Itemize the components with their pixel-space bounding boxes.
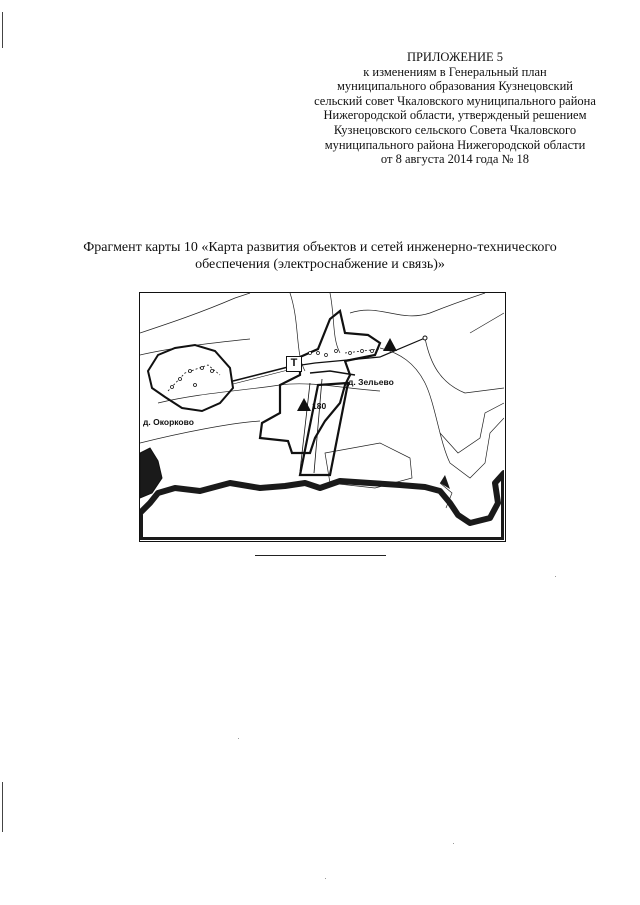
appendix-line: Кузнецовского сельского Совета Чкаловского [333,122,577,137]
map-drawing [140,293,504,540]
okorkovo-outline [148,345,233,411]
margin-mark [2,782,3,832]
appendix-line: муниципального района Нижегородской области [324,137,586,152]
contour-line [140,339,250,355]
margin-mark [2,12,3,48]
contour-line [425,338,504,393]
tower-triangle-icon [297,398,311,411]
okorkovo-cable [168,365,220,391]
substation-icon: Т [286,356,302,372]
contour-line [350,293,485,316]
appendix-header [300,50,610,167]
power-line [233,367,288,381]
village-label-okorkovo: д. Окорково [143,417,194,427]
fragment-title-line: обеспечения (электроснабжение и связь)» [195,256,445,272]
scan-speck [453,843,454,844]
power-line [233,370,288,384]
border-line [140,473,504,540]
appendix-title: ПРИЛОЖЕНИЕ 5 [406,50,504,64]
scan-speck [238,738,239,739]
village-label-zelevo: д. Зельево [348,377,394,387]
tower-number-label: 180 [312,401,327,411]
zelevo-poles [309,350,374,357]
contour-line [470,313,504,333]
scan-speck [555,576,556,577]
divider-line [255,555,386,556]
fragment-title [50,240,590,273]
appendix-date: от 8 августа 2014 года № 18 [380,152,530,167]
contour-line [330,293,340,353]
appendix-line: сельский совет Чкаловского муниципального района [314,93,596,108]
appendix-line: муниципального образования Кузнецовский [337,79,573,94]
appendix-line: Нижегородской области, утвержденый решением [323,108,587,123]
appendix-line: к изменениям в Генеральный план [363,64,547,79]
tower-triangle-icon [383,338,397,351]
fragment-title-line: Фрагмент карты 10 «Карта развития объектов и сетей инженерно-технического [83,240,557,255]
line-end-node [423,336,427,340]
okorkovo-poles [171,367,214,389]
contour-line [140,293,250,333]
scan-speck [325,878,326,879]
map-fragment [139,292,506,542]
